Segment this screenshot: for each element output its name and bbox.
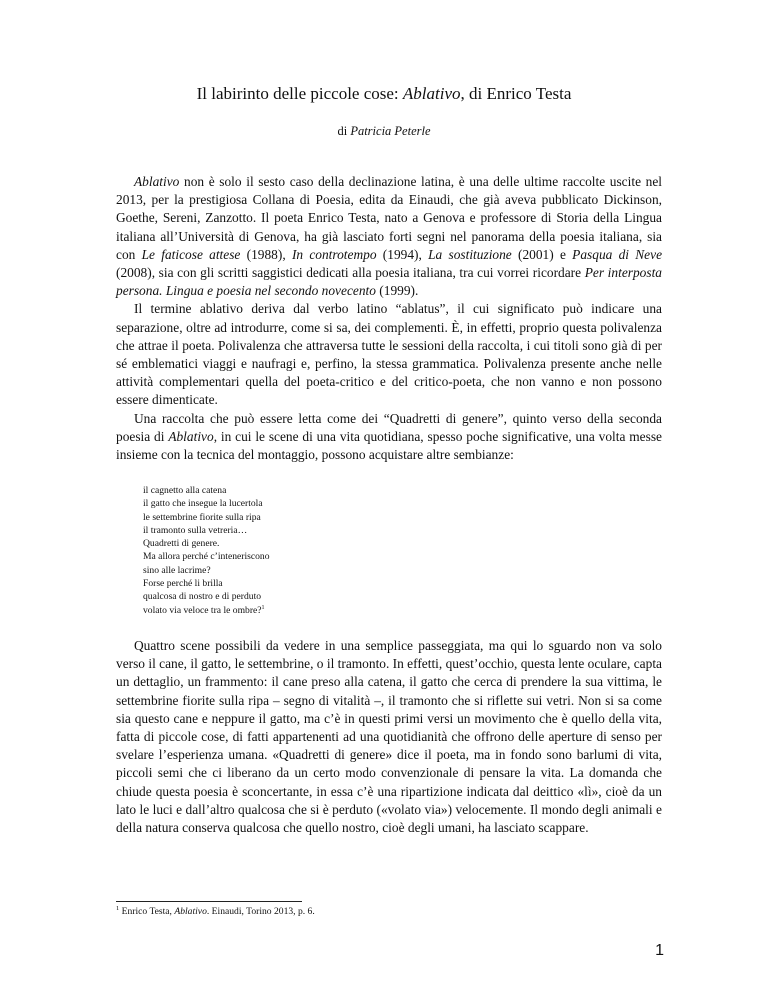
footnote-post: . Einaudi, Torino 2013, p. 6. (206, 906, 315, 917)
p3-t2: Ablativo (168, 428, 214, 444)
footnote-book: Ablativo (174, 906, 207, 917)
footnote-pre: Enrico Testa, (119, 906, 175, 917)
paragraph-2: Il termine ablativo deriva dal verbo latino “ablatus”, il cui significato può indicare una separazione, oltre ad introdurre, come si sa, dei complementi. È, in effetti, proprio questa polivalenza che attrae il poeta. Polivalenza che attraversa tutte le sessioni della raccolta, i cui titoli sono già di per sé emblematici viaggi e naufragi e, perfino, la stessa grammatica. Polivalenza presente anche nelle attività complementari quella del poeta-critico e del critico-poeta, che non vanno e non possono essere dimenticate. (116, 301, 662, 408)
paragraph-4: Quattro scene possibili da vedere in una semplice passeggiata, ma qui lo sguardo non va solo verso il cane, il gatto, le settembrine, o il tramonto. In effetti, quest’occhio, questa lente oculare, capta un dettaglio, un frammento: il cane preso alla catena, il gatto che cerca di prendere la sua vittima, le settembrine fiorite sulla ripa – segno di vitalità –, il tramonto che si riflette sui vetri. Non si sa come sia questo cane e neppure il gatto, ma c’è in questi primi versi un movimento che è quello della vita, fatta di piccole cose, di fatti appartenenti ad una quotidianità che offrono delle aperture di senso per svelare l’esperienza umana. «Quadretti di genere» dice il poeta, ma in fondo sono barlumi di vita, piccoli semi che ci liberano da un certo modo convenzionale di pensare la vita. La domanda che chiude questa poesia è sconcertante, in essa c’è una ripartizione indicata dal deittico «lì», cioè da un lato le luci e dall’altro qualcosa che si è perduto («volato via») velocemente. Il mondo degli animali e della natura conserva qualcosa che quello nostro, cioè degli umani, ha lasciato scappare. (116, 638, 662, 836)
p1-t9: Pasqua di Neve (572, 246, 663, 262)
poem-line: sino alle lacrime? (143, 564, 211, 576)
page-number: 1 (655, 942, 664, 959)
poem-line-text: volato via veloce tra le ombre? (143, 604, 262, 616)
p1-t2: non è solo il sesto caso della declinazione latina, è una delle ultime raccolte uscite nel 2013, per la prestigiosa Collana di Poesia, edita da Einaudi, che già aveva pubblicato Dickinson, Goethe, Sereni, Zanzotto. Il poeta Enrico Testa, nato a Genova e professore di Storia della Lingua italiana all’Università di Genova, ha già lasciato forti segni nel panorama della poesia italiana, sia con (116, 174, 662, 262)
poem-line: le settembrine fiorite sulla ripa (143, 511, 261, 523)
poem-line: il tramonto sulla vetreria… (143, 524, 248, 536)
footnote (116, 906, 315, 917)
p1-t3: Le faticose attese (141, 246, 241, 262)
title-pre: Il labirinto delle piccole cose: (196, 84, 403, 103)
p1-t7: La sostituzione (428, 246, 512, 262)
article-title (0, 84, 768, 104)
body-text-top (116, 173, 662, 464)
p1-t6: (1994), (376, 246, 429, 262)
paragraph-3 (116, 410, 662, 465)
body-text-bottom (116, 637, 662, 837)
title-book: Ablativo (402, 84, 461, 103)
paragraph-1 (116, 173, 662, 300)
p3-t1: Una raccolta che può essere letta come dei “Quadretti di genere”, quinto verso della seconda poesia di (116, 410, 662, 444)
p1-t1: Ablativo (134, 174, 180, 189)
p1-t5: In controtempo (291, 246, 377, 262)
title-post: , di Enrico Testa (460, 84, 572, 103)
footnote-ref[interactable]: 1 (261, 604, 265, 611)
byline-pre: di (337, 124, 351, 138)
p1-t12: (1999). (375, 283, 419, 299)
p1-t4: (1988), (240, 246, 292, 262)
author-name: Patricia Peterle (350, 124, 431, 138)
poem-line: il gatto che insegue la lucertola (143, 498, 263, 510)
poem-line: qualcosa di nostro e di perduto (143, 591, 262, 603)
footnote-divider (116, 901, 302, 902)
poem-line-last (143, 604, 543, 617)
p1-t8: (2001) e (511, 246, 573, 262)
poem-line: Quadretti di genere. (143, 538, 220, 550)
poem-line: Ma allora perché c’inteneriscono (143, 551, 270, 563)
p1-t11: Per interposta persona. Lingua e poesia nel secondo novecento (116, 265, 662, 299)
footnote-number: 1 (116, 905, 120, 912)
p1-t10: (2008), sia con gli scritti saggistici dedicati alla poesia italiana, tra cui vorrei ricordare (116, 265, 585, 281)
poem-line: il cagnetto alla catena (143, 485, 227, 496)
p3-t3: , in cui le scene di una vita quotidiana, spesso poche significative, una volta messe insieme con la tecnica del montaggio, possono acquistare altre sembianze: (116, 428, 662, 463)
poem-line: Forse perché li brilla (143, 578, 223, 590)
poem-quote (143, 484, 543, 617)
byline (0, 124, 768, 139)
